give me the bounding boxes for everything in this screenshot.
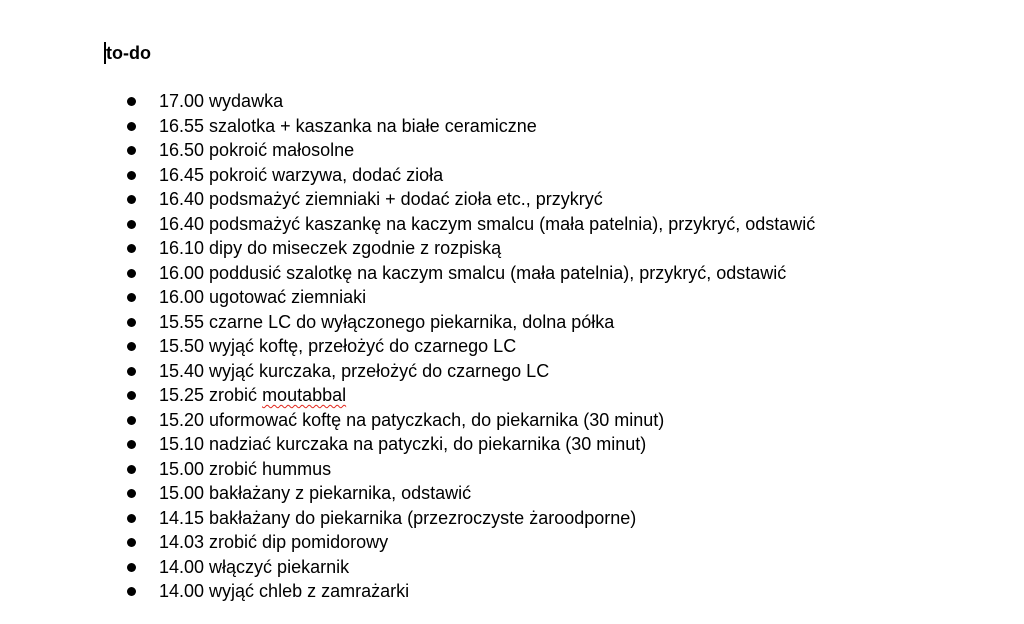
bullet-icon xyxy=(127,293,136,302)
list-item-text[interactable]: 15.00 bakłażany z piekarnika, odstawić xyxy=(159,483,472,503)
document-heading[interactable]: to-do xyxy=(106,43,151,63)
bullet-icon xyxy=(127,146,136,155)
list-item-text[interactable] xyxy=(159,383,346,408)
bullet-icon xyxy=(127,538,136,547)
bullet-icon xyxy=(127,318,136,327)
bullet-icon xyxy=(127,440,136,449)
list-item-text[interactable]: 16.40 podsmażyć ziemniaki + dodać zioła etc., przykryć xyxy=(159,189,603,209)
bullet-icon xyxy=(127,342,136,351)
list-item-text[interactable]: 14.00 wyjąć chleb z zamrażarki xyxy=(159,581,410,601)
bullet-icon xyxy=(127,563,136,572)
list-item-text[interactable]: 16.50 pokroić małosolne xyxy=(159,140,355,160)
list-item-text[interactable]: 14.15 bakłażany do piekarnika (przezroczyste żaroodporne) xyxy=(159,507,637,528)
list-item-text[interactable]: 16.00 poddusić szalotkę na kaczym smalcu (mała patelnia), przykryć, odstawić xyxy=(159,262,787,283)
list-item-text[interactable]: 14.03 zrobić dip pomidorowy xyxy=(159,532,389,552)
list-item-text[interactable]: 15.50 wyjąć koftę, przełożyć do czarnego LC xyxy=(159,336,517,356)
bullet-icon xyxy=(127,367,136,376)
bullet-icon xyxy=(127,195,136,204)
bullet-icon xyxy=(127,416,136,425)
bullet-icon xyxy=(127,391,136,400)
list-item-text[interactable]: 14.00 włączyć piekarnik xyxy=(159,556,350,577)
list-item-text[interactable]: 15.40 wyjąć kurczaka, przełożyć do czarnego LC xyxy=(159,360,550,381)
bullet-icon xyxy=(127,489,136,498)
list-item-text[interactable]: 16.40 podsmażyć kaszankę na kaczym smalcu (mała patelnia), przykryć, odstawić xyxy=(159,213,816,234)
bullet-icon xyxy=(127,269,136,278)
list-item-text[interactable]: 15.00 zrobić hummus xyxy=(159,458,332,479)
bullet-icon xyxy=(127,244,136,253)
bullet-icon xyxy=(127,171,136,180)
list-item-text[interactable]: 15.55 czarne LC do wyłączonego piekarnika, dolna półka xyxy=(159,311,615,332)
bullet-icon xyxy=(127,465,136,474)
bullet-icon xyxy=(127,587,136,596)
bullet-icon xyxy=(127,97,136,106)
list-item-text[interactable]: 15.20 uformować koftę na patyczkach, do piekarnika (30 minut) xyxy=(159,409,665,430)
list-item-text[interactable]: 16.55 szalotka + kaszanka na białe ceramiczne xyxy=(159,115,537,136)
bullet-icon xyxy=(127,220,136,229)
list-item-text[interactable]: 16.45 pokroić warzywa, dodać zioła xyxy=(159,164,444,185)
list-item-text-prefix: 15.25 zrobić xyxy=(159,385,263,405)
list-item-text[interactable]: 15.10 nadziać kurczaka na patyczki, do piekarnika (30 minut) xyxy=(159,434,647,454)
bullet-icon xyxy=(127,122,136,131)
list-item-text[interactable]: 16.10 dipy do miseczek zgodnie z rozpiską xyxy=(159,238,502,258)
spellcheck-flagged-word[interactable]: moutabbal xyxy=(262,385,347,405)
list-item-text[interactable]: 16.00 ugotować ziemniaki xyxy=(159,287,367,307)
list-item-text[interactable]: 17.00 wydawka xyxy=(159,91,284,111)
bullet-icon xyxy=(127,514,136,523)
